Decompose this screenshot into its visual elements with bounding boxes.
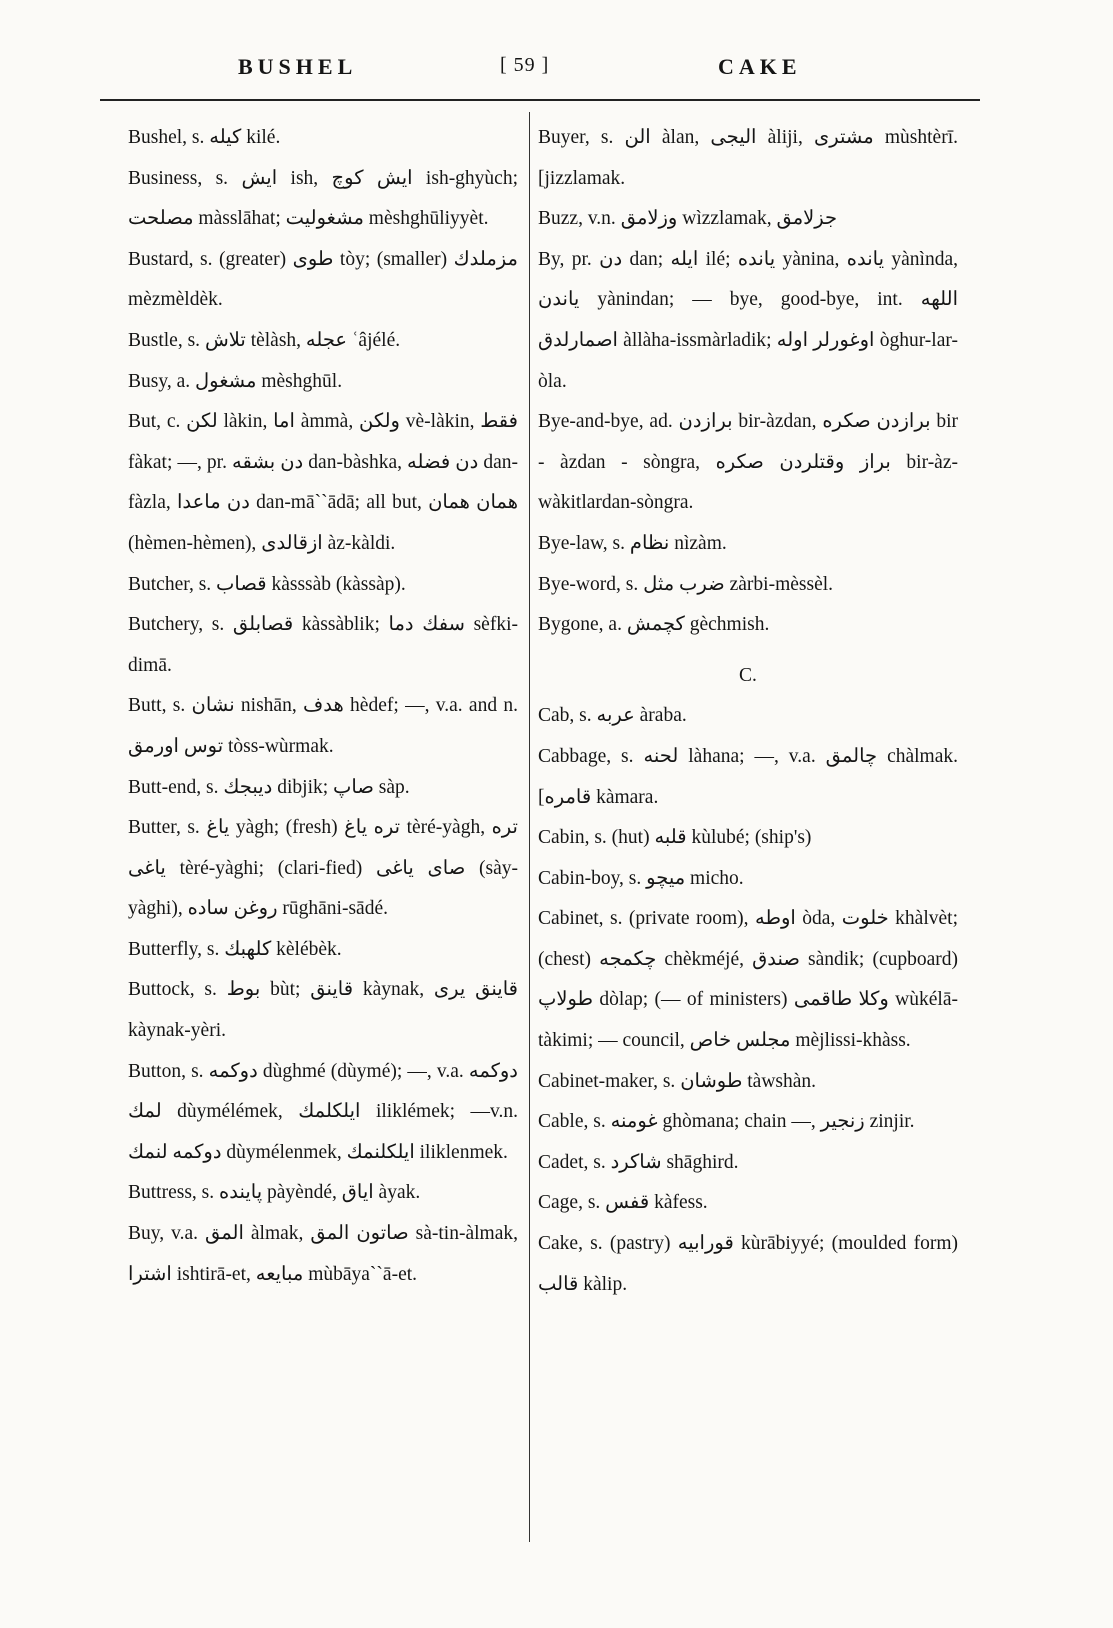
entry-cabbage: Cabbage, s. لحنه làhana; —, v.a. چالمق chàlmak. [قامره kàmara. — [538, 745, 958, 808]
entry-butter: Butter, s. ياغ yàgh; (fresh) تره ياغ tèré-yàgh, تره ياغى tèré-yàghi; (clari-fied) صاى ياغى (sày-yàghi), روغن ساده rūghāni-sādé. — [128, 817, 518, 920]
entry-butcher: Butcher, s. قصاب kàsssàb (kàssàp). — [128, 573, 406, 595]
section-letter-c: C. — [739, 664, 757, 686]
entry-busy: Busy, a. مشغول mèshghūl. — [128, 370, 343, 392]
entry-bustard: Bustard, s. (greater) طوى tòy; (smaller) مزملدك mèzmèldèk. — [128, 248, 519, 311]
entry-buy: Buy, v.a. المق àlmak, صاتون المق sà-tin-àlmak, اشترا ishtirā-et, مبايعه mùbāya``ā-et. — [128, 1223, 518, 1285]
entry-cabinet: Cabinet, s. (private room), اوطه òda, خلوت khàlvèt; (chest) چكمجه chèkméjé, صندق sàndik; (cupboard) طولاپ dòlap; (— of ministers) وكلا طاقمى wùkélā-tàkimi; — council, مجلس خاص mèjlissi-khàss. — [538, 908, 958, 1052]
left-column — [128, 118, 518, 1295]
header-left-word: BUSHEL — [238, 54, 358, 79]
page-header — [120, 54, 980, 88]
entry-business: Business, s. ايش ish, ايش كوچ ish-ghyùch; مصلحت màsslāhat; مشغوليت mèshghūliyyèt. — [128, 167, 519, 230]
entry-bye-and-bye: Bye-and-bye, ad. برازدن bir-àzdan, برازدن صكره bir - àzdan - sòngra, براز وقتلردن صكره bir-àz-wàkitlardan-sòngra. — [538, 411, 959, 514]
entry-buzz: Buzz, v.n. وزلامق wìzzlamak, جزلامق — [538, 208, 838, 230]
entry-butterfly: Butterfly, s. كلهبك kèlébèk. — [128, 938, 342, 960]
entry-butchery: Butchery, s. قصابلق kàssàblik; سفك دما sèfki-dimā. — [128, 614, 518, 676]
entry-bye-word: Bye-word, s. ضرب مثل zàrbi-mèssèl. — [538, 573, 834, 595]
entry-bye-law: Bye-law, s. نظام nìzàm. — [538, 532, 727, 554]
header-rule — [100, 99, 980, 101]
entry-cabin-boy: Cabin-boy, s. میچو micho. — [538, 867, 744, 889]
entry-bushel: Bushel, s. كيله kilé. — [128, 127, 281, 148]
entry-cage: Cage, s. قفس kàfess. — [538, 1192, 708, 1214]
entry-cabin: Cabin, s. (hut) قلبه kùlubé; (ship's) — [538, 827, 812, 849]
right-column — [538, 118, 958, 1305]
entry-bustle: Bustle, s. تلاش tèlàsh, عجله ʿâjélé. — [128, 329, 401, 351]
header-right-word: CAKE — [718, 54, 802, 79]
entry-buyer: Buyer, s. الن àlan, الیجی àliji, مشترى mùshtèrī. [jizzlamak. — [538, 127, 958, 189]
page-number: [ 59 ] — [500, 54, 550, 76]
entry-cabinet-maker: Cabinet-maker, s. طوشان tàwshàn. — [538, 1070, 817, 1092]
entry-buttress: Buttress, s. پاينده pàyèndé, اياق àyak. — [128, 1182, 421, 1204]
entry-cadet: Cadet, s. شاكرد shāghird. — [538, 1151, 739, 1173]
entry-bygone: Bygone, a. كچمش gèchmish. — [538, 614, 770, 636]
entry-butt-end: Butt-end, s. ديبجك dibjik; صاپ sàp. — [128, 776, 410, 798]
entry-by: By, pr. دن dan; ايله ilé; يانده yànina, يانده yànìnda, ياندن yànindan; — bye, good-bye, int. اللهه اصمارلدق àllàha-issmàrladik; اوغورلر اوله òghur-lar-òla. — [538, 248, 958, 392]
entry-cab: Cab, s. عربه àraba. — [538, 705, 687, 727]
entry-cake: Cake, s. (pastry) قورابيه kùrābiyyé; (moulded form) قالب kàlip. — [538, 1233, 958, 1295]
entry-but: But, c. لكن làkin, اما àmmà, ولكن vè-làkin, فقط fàkat; —, pr. دن بشقه dan-bàshka, دن فضله dan-fàzla, دن ماعدا dan-mā``ādā; all but, همان همان (hèmen-hèmen), ازقالدی àz-kàldi. — [128, 411, 518, 554]
column-divider — [529, 112, 530, 1542]
entry-butt: Butt, s. نشان nishān, هدف hèdef; —, v.a. and n. توس اورمق tòss-wùrmak. — [128, 695, 518, 757]
entry-buttock: Buttock, s. بوط bùt; قاينق kàynak, قاينق يرى kàynak-yèri. — [128, 979, 518, 1042]
entry-button: Button, s. دوكمه dùghmé (dùymé); —, v.a. دوكمه لمك dùymélémek, ايلكلمك iliklémek; —v.n. دوكمه لنمك dùymélenmek, ايلكلنمك iliklenmek. — [128, 1060, 518, 1163]
entry-cable: Cable, s. غومنه ghòmana; chain —, زنجير zinjir. — [538, 1111, 915, 1133]
